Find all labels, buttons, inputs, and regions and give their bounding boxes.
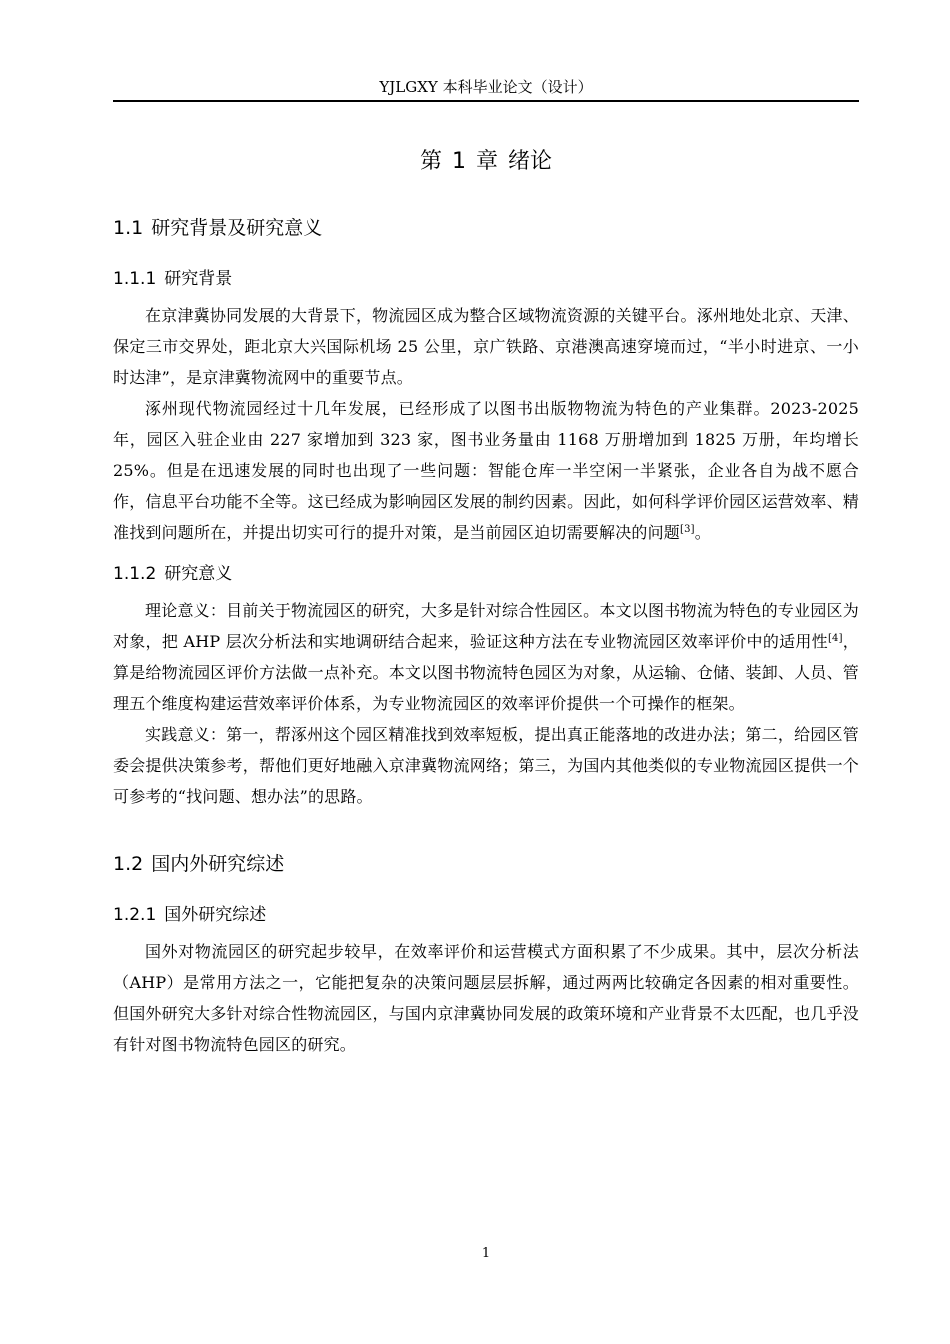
page-content: [113, 138, 859, 1060]
paragraph-text-end: 。: [694, 523, 711, 542]
section-number: 1.1.1: [113, 269, 157, 289]
section-heading-1-1-2: [113, 559, 859, 589]
section-number: 1.1: [113, 217, 144, 239]
paragraph-practice-significance: 实践意义：第一，帮涿州这个园区精准找到效率短板，提出真正能落地的改进办法；第二，给园区管委会提供决策参考，帮他们更好地融入京津冀物流网络；第三，为国内其他类似的专业物流园区提供一个可参考的“找问题、想办法”的思路。: [113, 725, 859, 806]
section-number: 1.1.2: [113, 564, 157, 584]
page-number: 1: [481, 1246, 491, 1261]
section-heading-1-1-1: [113, 264, 859, 294]
section-heading-1-2: [113, 849, 859, 879]
section-title: 研究背景: [164, 269, 233, 289]
header-rule: [113, 100, 859, 102]
chapter-title: 第 1 章 绪论: [420, 149, 552, 174]
paragraph-text: 涿州现代物流园经过十几年发展，已经形成了以图书出版物物流为特色的产业集群。2023-2025 年，园区入驻企业由 227 家增加到 323 家，图书业务量由 1168 万册增加到 1825 万册，年均增长 25%。但是在迅速发展的同时也出现了一些问题：智能仓库一半空闲一半紧张，企业各自为战不愿合作，信息平台功能不全等。这已经成为影响园区发展的制约因素。因此，如何科学评价园区运营效率、精准找到问题所在，并提出切实可行的提升对策，是当前园区迫切需要解决的问题: [113, 399, 859, 542]
paragraph-text: 理论意义：目前关于物流园区的研究，大多是针对综合性园区。本文以图书物流为特色的专业园区为对象，把 AHP 层次分析法和实地调研结合起来，验证这种方法在专业物流园区效率评价中的适用性: [113, 601, 859, 651]
paragraph-foreign-review: 国外对物流园区的研究起步较早，在效率评价和运营模式方面积累了不少成果。其中，层次分析法（AHP）是常用方法之一，它能把复杂的决策问题层层拆解，通过两两比较确定各因素的相对重要性。但国外研究大多针对综合性物流园区，与国内京津冀协同发展的政策环境和产业背景不太匹配，也几乎没有针对图书物流特色园区的研究。: [113, 942, 859, 1054]
section-heading-1-2-1: [113, 900, 859, 930]
page-header: YJLGXY 本科毕业论文（设计）: [379, 78, 593, 96]
section-heading-1-1: [113, 213, 859, 243]
section-number: 1.2: [113, 853, 144, 875]
paragraph-background-2: [113, 393, 859, 548]
section-title: 研究意义: [164, 564, 233, 584]
section-title: 研究背景及研究意义: [151, 217, 323, 239]
paragraph-text-cont: ，算是给物流园区评价方法做一点补充。本文以图书物流特色园区为对象，从运输、仓储、装卸、人员、管理五个维度构建运营效率评价体系，为专业物流园区的效率评价提供一个可操作的框架。: [113, 632, 859, 713]
citation-ref: [3]: [680, 524, 695, 535]
paragraph-background-1: 在京津冀协同发展的大背景下，物流园区成为整合区域物流资源的关键平台。涿州地处北京、天津、保定三市交界处，距北京大兴国际机场 25 公里，京广铁路、京港澳高速穿境而过，“半小时进京、一小时达津”，是京津冀物流网中的重要节点。: [113, 306, 859, 387]
paragraph-theory-significance: [113, 595, 859, 719]
section-title: 国内外研究综述: [151, 853, 285, 875]
section-title: 国外研究综述: [164, 905, 267, 925]
citation-ref: [4]: [827, 633, 843, 644]
section-number: 1.2.1: [113, 905, 157, 925]
